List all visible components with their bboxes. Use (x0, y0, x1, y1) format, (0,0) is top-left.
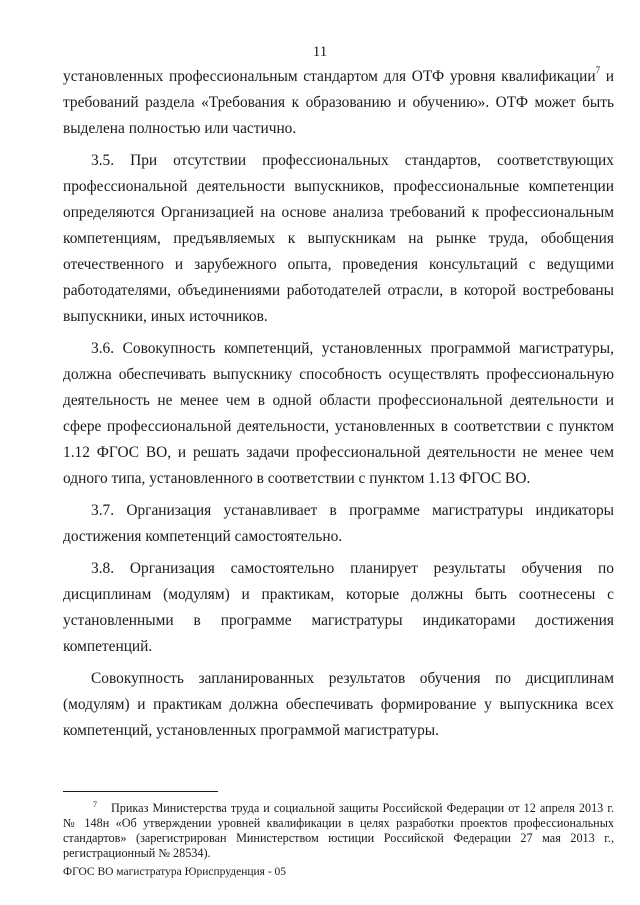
body-text (63, 64, 614, 744)
paragraph-summary: Совокупность запланированных результатов обучения по дисциплинам (модулям) и практикам должна обеспечивать формирование у выпускника всех компетенций, установленных программой магистратуры. (63, 670, 614, 739)
paragraph-3-6: 3.6. Совокупность компетенций, установленных программой магистратуры, должна обеспечивать выпускнику способность осуществлять профессиональную деятельность не менее чем в одной области профессиональной деятельности и сфере профессиональной деятельности, установленных в соответствии с пунктом 1.12 ФГОС ВО, и решать задачи профессиональной деятельности не менее чем одного типа, установленного в соответствии с пунктом 1.13 ФГОС ВО. (63, 340, 614, 487)
paragraph-3-7: 3.7. Организация устанавливает в программе магистратуры индикаторы достижения компетенций самостоятельно. (63, 502, 614, 545)
footnote-divider (63, 791, 218, 792)
footnote (63, 797, 614, 861)
document-footer: ФГОС ВО магистратура Юриспруденция - 05 (63, 866, 287, 878)
footnote-mark: 7 (93, 800, 97, 809)
footnote-text: Приказ Министерства труда и социальной защиты Российской Федерации от 12 апреля 2013 г. № 148н «Об утверждении уровней квалификации в целях разработки проектов профессиональных стандартов» (зарегистрирован Министерством юстиции Российской Федерации 27 мая 2013 г., регистрационный № 28534). (63, 801, 614, 860)
paragraph-continuation: установленных профессиональным стандартом для ОТФ уровня квалификации$^7$ и требований раздела «Требования к образованию и обучению». ОТФ может быть выделена полностью или частично. (63, 65, 614, 137)
paragraph-3-8: 3.8. Организация самостоятельно планирует результаты обучения по дисциплинам (модулям) и практикам, которые должны быть соотнесены с установленными в программе магистратуры индикаторами достижения компетенций. (63, 560, 614, 655)
page-number: 11 (312, 44, 328, 60)
paragraph-3-5: 3.5. При отсутствии профессиональных стандартов, соответствующих профессиональной деятельности выпускников, профессиональные компетенции определяются Организацией на основе анализа требований к профессиональным компетенциям, предъявляемых к выпускникам на рынке труда, обобщения отечественного и зарубежного опыта, проведения консультаций с ведущими работодателями, объединениями работодателей отрасли, в которой востребованы выпускники, иных источников. (63, 152, 614, 325)
footnote-reference: 7 (595, 65, 601, 75)
